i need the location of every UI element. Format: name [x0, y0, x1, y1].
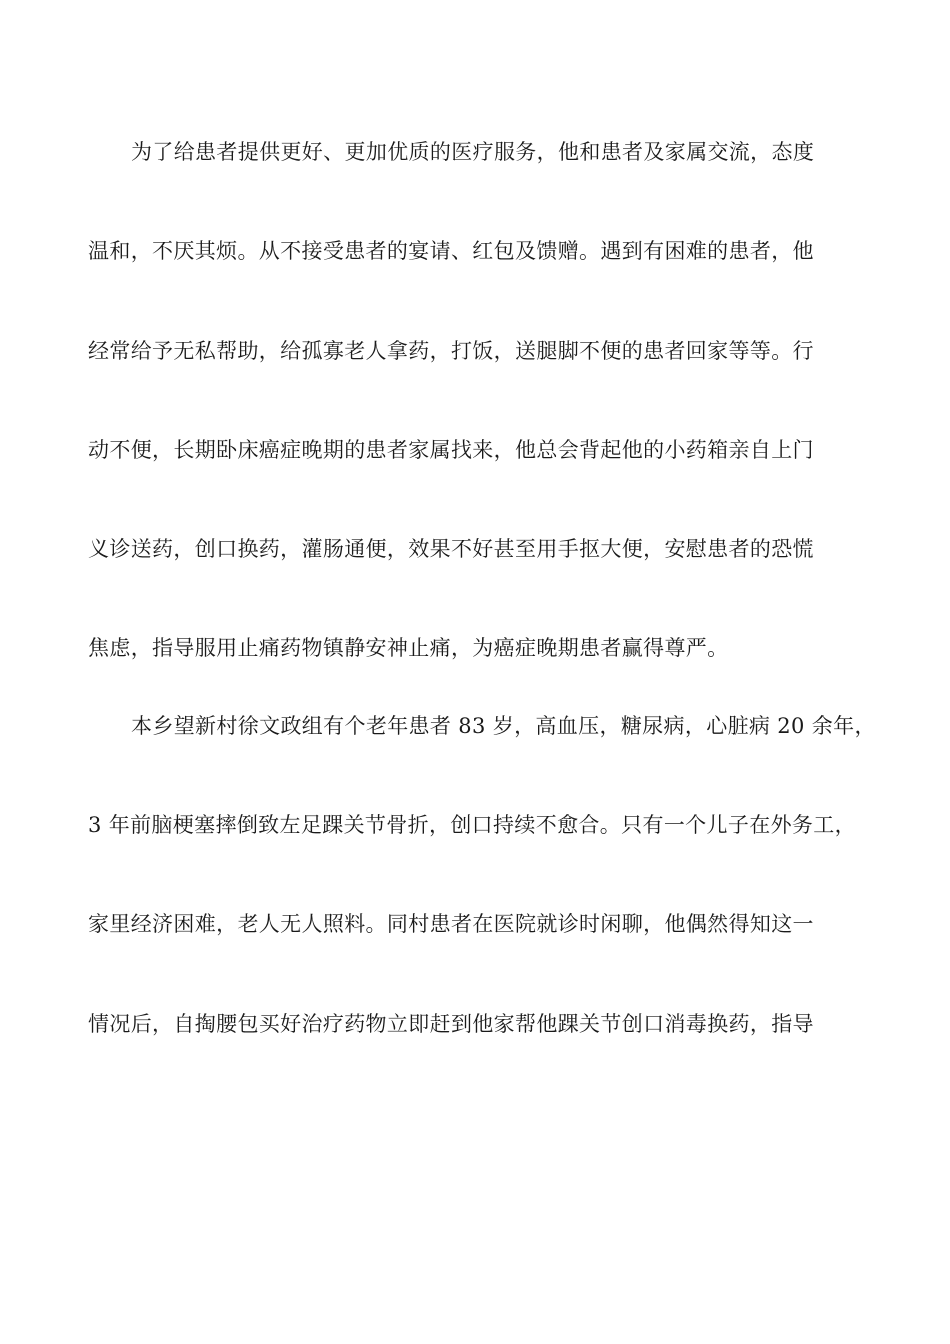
text-line: 为了给患者提供更好、更加优质的医疗服务，他和患者及家属交流，态度	[131, 140, 815, 164]
text-line: 家里经济困难，老人无人照料。同村患者在医院就诊时闲聊，他偶然得知这一	[88, 912, 814, 936]
text-line: 温和，不厌其烦。从不接受患者的宴请、红包及馈赠。遇到有困难的患者，他	[88, 239, 814, 263]
text-line: 焦虑，指导服用止痛药物镇静安神止痛，为癌症晚期患者赢得尊严。	[88, 636, 729, 660]
text-line: 本乡望新村徐文政组有个老年患者 83 岁，高血压，糖尿病，心脏病 20 余年，	[131, 714, 876, 738]
text-line: 经常给予无私帮助，给孤寡老人拿药，打饭，送腿脚不便的患者回家等等。行	[88, 339, 814, 363]
text-line: 义诊送药，创口换药，灌肠通便，效果不好甚至用手抠大便，安慰患者的恐慌	[88, 537, 814, 561]
text-line: 动不便，长期卧床癌症晚期的患者家属找来，他总会背起他的小药箱亲自上门	[88, 438, 814, 462]
text-line: 情况后，自掏腰包买好治疗药物立即赶到他家帮他踝关节创口消毒换药，指导	[88, 1012, 814, 1036]
text-line: 3 年前脑梗塞摔倒致左足踝关节骨折，创口持续不愈合。只有一个儿子在外务工，	[88, 813, 856, 837]
